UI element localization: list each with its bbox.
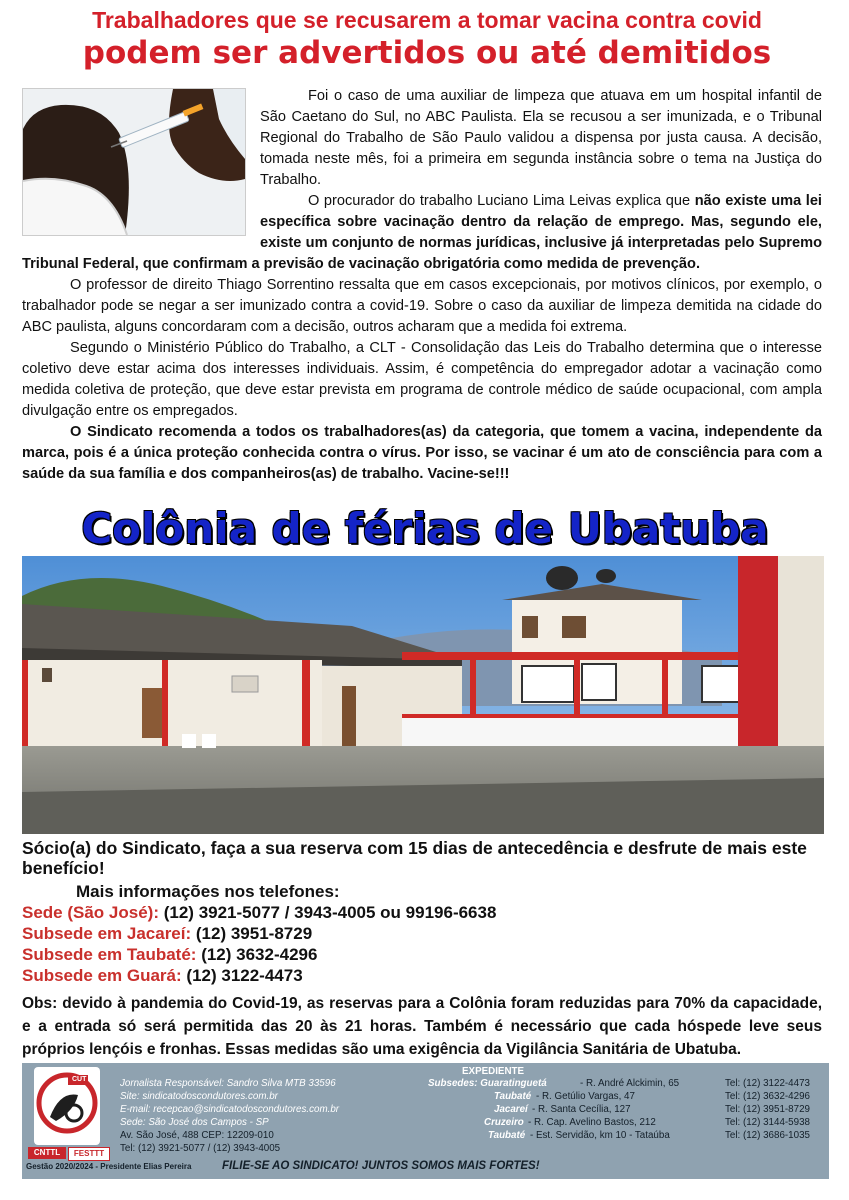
colonia-title: Colônia de férias de Ubatuba [81,504,769,553]
subsede-city: Jacareí [494,1104,528,1115]
subsede-tel: Tel: (12) 3951-8729 [725,1104,810,1115]
subsede-address: - R. André Alckimin, 65 [580,1078,680,1089]
expediente-title: EXPEDIENTE [462,1066,525,1077]
logo-cut-text: CUT [72,1076,87,1083]
article-p5-bold: O Sindicato recomenda a todos os trabalhadores(as) da categoria, que tomem a vacina, independente da marca, pois é a única proteção conhecida contra o vírus. Por isso, se vacinar é um ato de consciência para com a saúde da sua família e dos companheiros(as) de trabalho. Vacine-se!!! [22,424,822,482]
sede: Sede: São José dos Campos - SP [120,1117,269,1128]
subsede-address: - R. Cap. Avelino Bastos, 212 [528,1117,656,1128]
phone-value: (12) 3921-5077 / 3943-4005 ou 99196-6638 [163,903,497,922]
phone-line-taubate [22,944,832,965]
footer-expediente [22,1063,829,1179]
festtt-logo: FESTTT [68,1147,110,1161]
article-paragraph-5 [22,422,822,485]
subsede-address: - R. Santa Cecília, 127 [532,1104,631,1115]
phone-line-guara [22,965,832,986]
article-paragraph-4: Segundo o Ministério Público do Trabalho, a CLT - Consolidação das Leis do Trabalho determina que o interesse coletivo deve estar acima dos interesses individuais. Assim, é competência do empregador adotar a vacinação como medida coletiva de proteção, que deve estar prevista em programa de controle médico de saúde ocupacional, com ampla divulgação entre os empregados. [22,340,822,419]
sede-tel: Tel: (12) 3921-5077 / (12) 3943-4005 [120,1143,281,1154]
colonia-info [22,838,832,986]
phone-line-sede [22,902,832,923]
subsede-tel: Tel: (12) 3122-4473 [725,1078,810,1089]
phone-value: (12) 3122-4473 [186,966,303,985]
subsede-city: Taubaté [488,1130,526,1141]
site: Site: sindicatodoscondutores.com.br [120,1091,278,1102]
union-logo [34,1067,100,1145]
jornalista: Jornalista Responsável: Sandro Silva MTB 33596 [120,1078,336,1089]
subsede-address: - Est. Servidão, km 10 - Tataúba [530,1130,670,1141]
gestao-text: Gestão 2020/2024 - Presidente Elias Pereira [26,1162,192,1171]
pandemic-note: Obs: devido à pandemia do Covid-19, as reservas para a Colônia foram reduzidas para 70% da capacidade, e a entrada só será permitida das 20 às 21 horas. Também é necessário que cada hóspede leve seus próprios lençóis e fronhas. Essas medidas são uma exigência da Vigilância Sanitária de Ubatuba. [22,995,822,1058]
phone-value: (12) 3951-8729 [195,924,313,943]
subsede-address: - R. Getúlio Vargas, 47 [536,1091,635,1102]
cnttl-logo: CNTTL [28,1147,66,1159]
phones-title: Mais informações nos telefones: [76,882,340,901]
subsede-tel: Tel: (12) 3686-1035 [725,1130,810,1141]
article-p2-normal: O procurador do trabalho Luciano Lima Leivas explica que [308,193,691,209]
phone-label: Subsede em Guará: [22,966,182,985]
footer-slogan: FILIE-SE AO SINDICATO! JUNTOS SOMOS MAIS FORTES! [222,1160,540,1172]
subsede-city: Cruzeiro [484,1117,524,1128]
subsede-tel: Tel: (12) 3144-5938 [725,1117,810,1128]
headline-line1: Trabalhadores que se recusarem a tomar vacina contra covid [92,7,762,33]
phone-value: (12) 3632-4296 [201,945,318,964]
phone-line-jacarei [22,923,832,944]
article-paragraph-3: O professor de direito Thiago Sorrentino ressalta que em casos excepcionais, por motivos clínicos, por exemplo, o trabalhador pode se negar a ser imunizado contra a covid-19. Sobre o caso da auxiliar de limpeza demitida na cidade do ABC paulista, alguns concordaram com a decisão, outros acharam que a medida foi extrema. [22,277,822,335]
email: E-mail: recepcao@sindicatodoscondutores.com.br [120,1104,340,1115]
phone-label: Subsede em Taubaté: [22,945,197,964]
article-paragraph-1: Foi o caso de uma auxiliar de limpeza que atuava em um hospital infantil de São Caetano do Sul, no ABC Paulista. Ela se recusou a ser imunizada, e o Tribunal Regional do Trabalho de São Paulo validou a dispensa por justa causa. A decisão, tomada neste mês, foi a primeira em segunda instância sobre o tema na Justiça do Trabalho. [260,88,822,188]
subsede-city: Taubaté [494,1091,532,1102]
subsede-city: Subsedes: Guaratinguetá [428,1078,547,1089]
vaccination-photo [22,88,246,236]
colonia-photo [22,556,824,834]
headline-line2: podem ser advertidos ou até demitidos [82,35,772,71]
sede-address: Av. São José, 488 CEP: 12209-010 [120,1130,274,1141]
phone-label: Subsede em Jacareí: [22,924,192,943]
phone-label: Sede (São José): [22,903,159,922]
reservation-cta: Sócio(a) do Sindicato, faça a sua reserva com 15 dias de antecedência e desfrute de mais este benefício! [22,838,807,878]
article-p2-bold: não existe uma lei específica sobre vacinação dentro da relação de emprego. Mas, segundo ele, existe um conjunto de normas jurídicas, inclusive já interpretadas pelo Supremo Tribunal Federal, que confirmam a previsão de vacinação obrigatória como medida de prevenção. [22,193,822,272]
subsede-tel: Tel: (12) 3632-4296 [725,1091,810,1102]
article-body [22,86,822,485]
